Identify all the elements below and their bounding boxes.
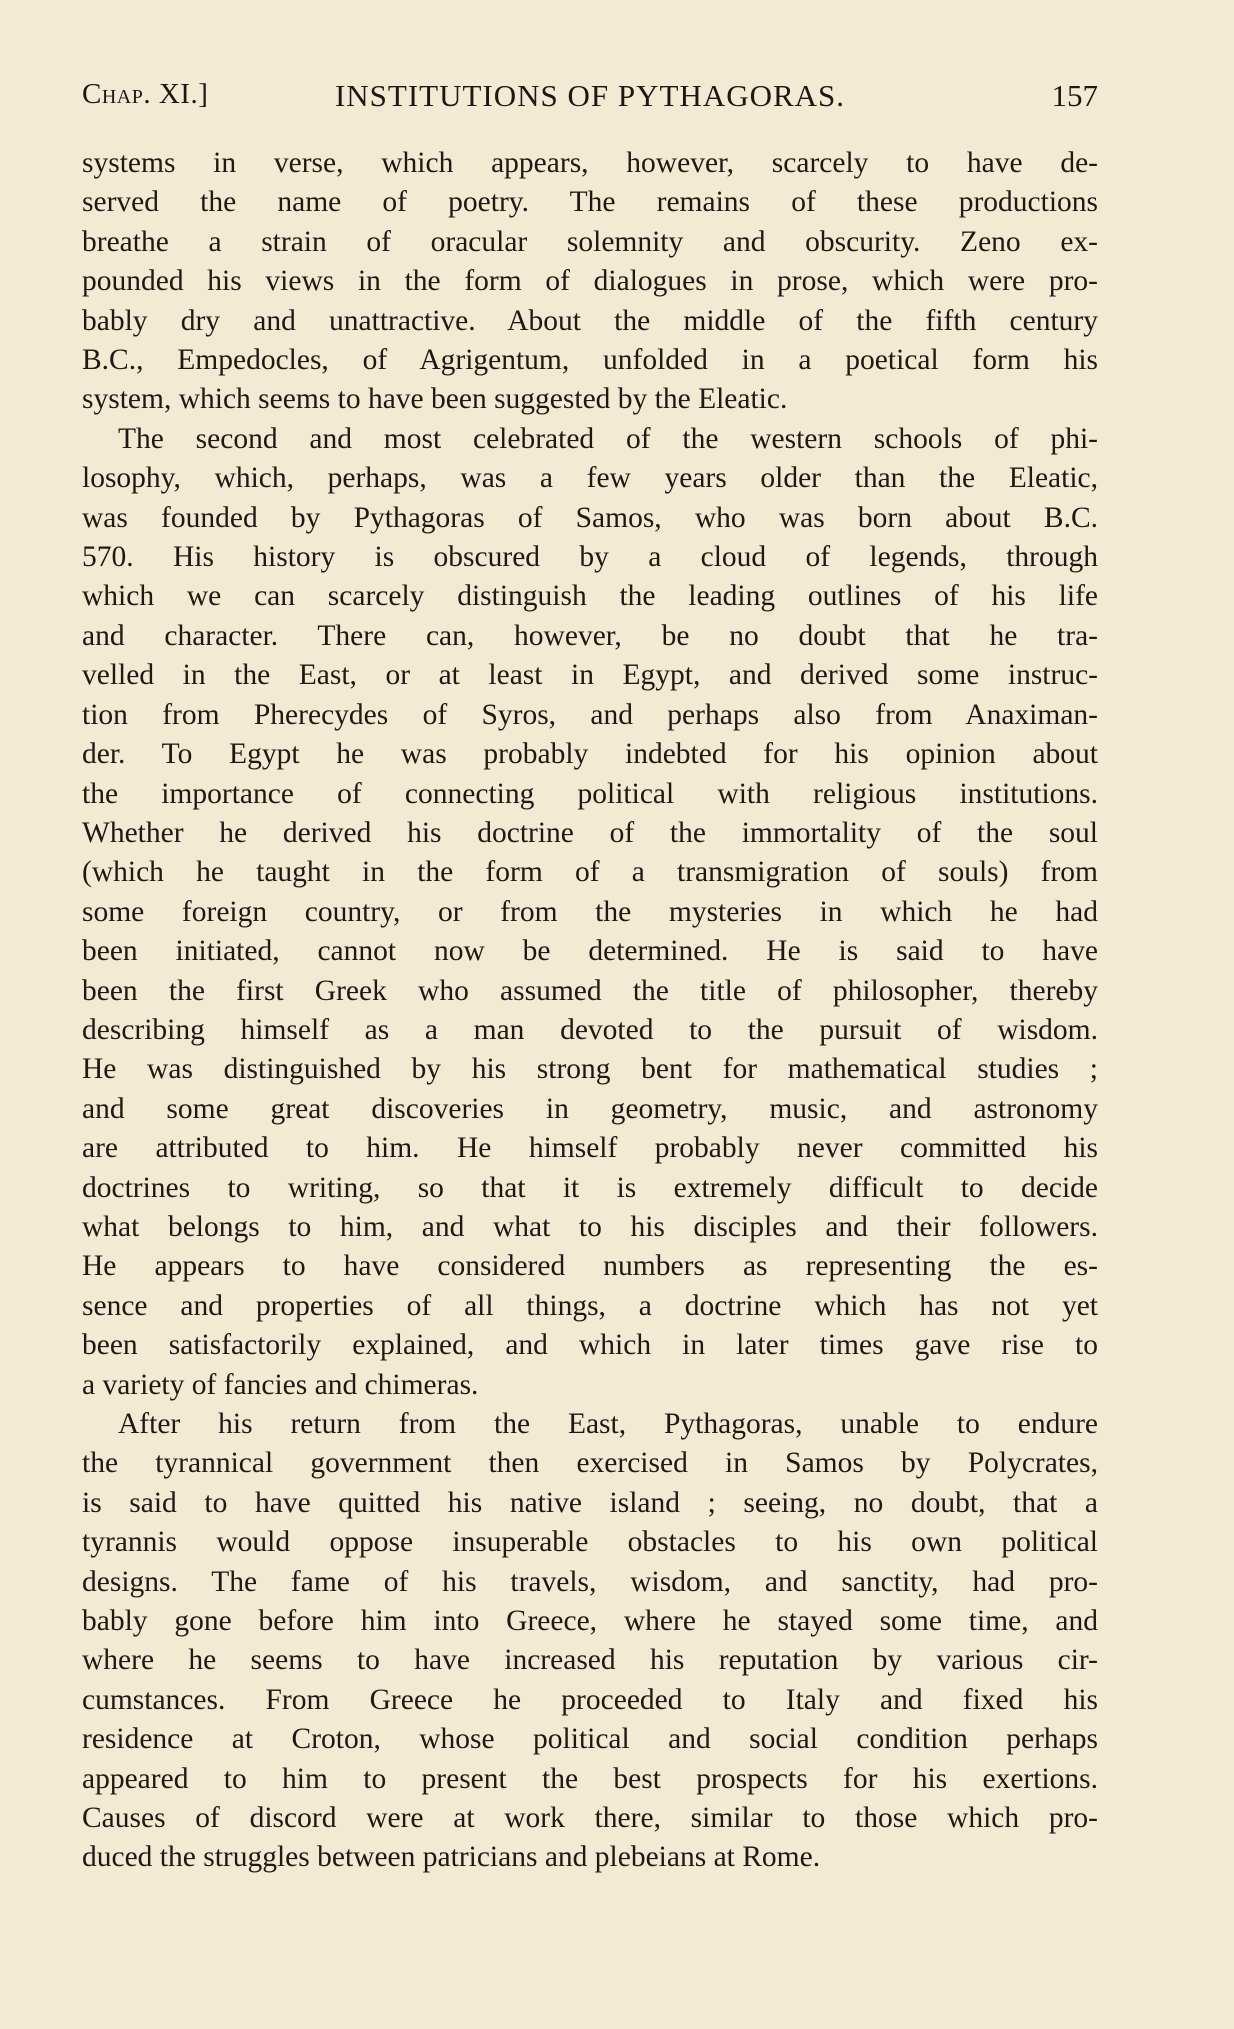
text-line: The second and most celebrated of the western schools of phi- [118,422,1098,455]
text-line: Whether he derived his doctrine of the immortality of the soul [82,816,1098,849]
text-line: losophy, which, perhaps, was a few years older than the Eleatic, [82,462,1098,495]
text-line: is said to have quitted his native island ; seeing, no doubt, that a [82,1486,1098,1519]
text-line: After his return from the East, Pythagoras, unable to endure [118,1408,1098,1440]
paragraph-3 [82,1405,1098,1878]
text-line: cumstances. From Greece he proceeded to Italy and fixed his [82,1683,1098,1716]
text-line: describing himself as a man devoted to the pursuit of wisdom. [82,1013,1098,1046]
text-line: He was distinguished by his strong bent for mathematical studies ; [82,1053,1098,1086]
body-text [82,144,1098,1878]
text-line: pounded his views in the form of dialogues in prose, which were pro- [82,265,1098,298]
text-line: and some great discoveries in geometry, music, and astronomy [82,1092,1098,1125]
running-header [82,78,1098,118]
text-line: B.C., Empedocles, of Agrigentum, unfolded in a poetical form his [82,344,1098,377]
text-line: Causes of discord were at work there, similar to those which pro- [82,1802,1098,1835]
text-line: been the first Greek who assumed the title of philosopher, thereby [82,974,1098,1007]
text-line: the importance of connecting political with religious institutions. [82,777,1098,810]
text-line: the tyrannical government then exercised in Samos by Polycrates, [82,1447,1098,1480]
text-line: der. To Egypt he was probably indebted for his opinion about [82,738,1098,771]
running-title: INSTITUTIONS OF PYTHAGORAS. [334,78,846,113]
text-line: and character. There can, however, be no doubt that he tra- [82,619,1098,652]
text-line: (which he taught in the form of a transmigration of souls) from [82,856,1098,889]
text-line: which we can scarcely distinguish the leading outlines of his life [82,580,1098,613]
text-line: been initiated, cannot now be determined. He is said to have [82,935,1098,968]
text-line: He appears to have considered numbers as representing the es- [82,1250,1098,1283]
page-number: 157 [1051,78,1098,113]
text-line: velled in the East, or at least in Egypt, and derived some instruc- [82,659,1098,692]
text-line: system, which seems to have been suggested by the Eleatic. [82,383,788,416]
text-line: breathe a strain of oracular solemnity and obscurity. Zeno ex- [82,225,1098,258]
text-line: a variety of fancies and chimeras. [82,1368,479,1401]
text-line: 570. His history is obscured by a cloud of legends, through [82,541,1098,574]
text-line: duced the struggles between patricians and plebeians at Rome. [82,1841,821,1874]
text-line: tyrannis would oppose insuperable obstacles to his own political [82,1526,1098,1559]
paragraph-2 [82,420,1098,1405]
text-line: are attributed to him. He himself probably never committed his [82,1132,1098,1165]
text-line: tion from Pherecydes of Syros, and perhaps also from Anaximan- [82,698,1098,731]
text-line: served the name of poetry. The remains of these productions [82,186,1098,219]
text-line: bably dry and unattractive. About the middle of the fifth century [82,304,1098,337]
text-line: residence at Croton, whose political and social condition perhaps [82,1723,1098,1756]
text-line: appeared to him to present the best prospects for his exertions. [82,1762,1098,1795]
text-line: doctrines to writing, so that it is extremely difficult to decide [82,1171,1098,1204]
paragraph-1 [82,144,1098,420]
text-line: been satisfactorily explained, and which in later times gave rise to [82,1329,1098,1362]
text-line: bably gone before him into Greece, where he stayed some time, and [82,1605,1098,1638]
text-line: where he seems to have increased his reputation by various cir- [82,1644,1098,1677]
text-line: sence and properties of all things, a doctrine which has not yet [82,1289,1098,1322]
text-line: designs. The fame of his travels, wisdom, and sanctity, had pro- [82,1565,1098,1598]
chapter-label: Chap. XI.] [82,78,209,110]
text-line: systems in verse, which appears, however, scarcely to have de- [82,147,1098,179]
text-line: some foreign country, or from the mysteries in which he had [82,895,1098,928]
text-line: was founded by Pythagoras of Samos, who was born about B.C. [82,501,1098,534]
text-line: what belongs to him, and what to his disciples and their followers. [82,1210,1098,1243]
